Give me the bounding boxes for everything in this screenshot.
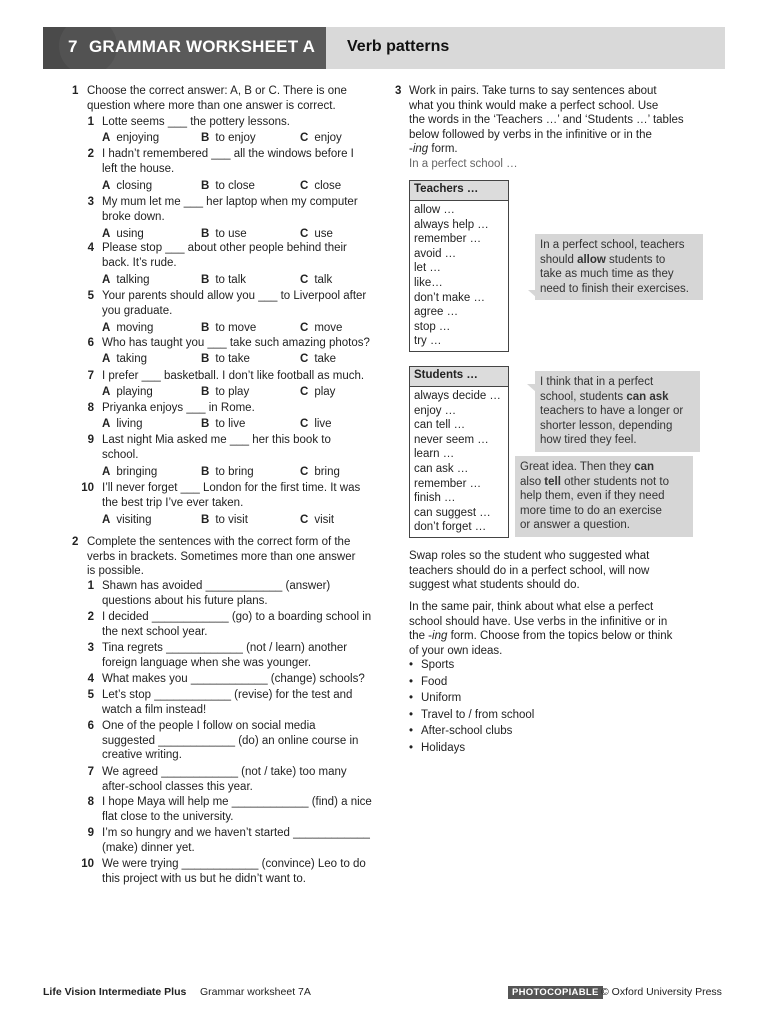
- item-number: 7: [87, 766, 94, 778]
- option-text: enjoying: [116, 132, 160, 144]
- option-c[interactable]: [300, 352, 336, 367]
- option-text: moving: [116, 322, 154, 334]
- teachers-table-row: let …: [414, 262, 441, 275]
- speech-bubble-tail: [678, 526, 688, 534]
- students-table-row: learn …: [414, 448, 455, 461]
- topics-list: [409, 657, 609, 756]
- option-c[interactable]: [300, 513, 334, 528]
- teachers-table-row: like…: [414, 276, 443, 289]
- item-text: questions about his future plans.: [102, 594, 268, 607]
- item-text: the next school year.: [102, 625, 208, 638]
- option-letter: B: [201, 466, 210, 478]
- option-b[interactable]: [201, 513, 248, 528]
- option-a[interactable]: [102, 179, 152, 194]
- item-text: I prefer ___ basketball. I don’t like football as much.: [102, 370, 365, 382]
- teachers-table-row: remember …: [414, 233, 482, 246]
- worksheet-title: GRAMMAR WORKSHEET A: [89, 37, 316, 56]
- option-b[interactable]: [201, 179, 255, 194]
- option-c[interactable]: [300, 321, 342, 336]
- swap-roles-text: Swap roles so the student who suggested what teachers should do in a perfect school, will now suggest what students should do.: [409, 550, 650, 591]
- instruction: below followed by verbs in the infinitive or in the: [409, 128, 652, 141]
- option-letter: A: [102, 228, 111, 240]
- option-text: using: [116, 228, 144, 240]
- item-text: the best trip I’ve ever taken.: [102, 496, 244, 509]
- item-text: I’m so hungry and we haven’t started ____________: [102, 827, 370, 839]
- option-letter: B: [201, 514, 210, 526]
- option-text: play: [314, 386, 336, 398]
- worksheet-subtitle: Verb patterns: [347, 38, 450, 55]
- option-letter: C: [300, 418, 309, 430]
- students-table-row: can tell …: [414, 419, 466, 432]
- item-text: after-school classes this year.: [102, 780, 253, 793]
- option-text: living: [116, 418, 143, 430]
- option-letter: C: [300, 386, 309, 398]
- item-number: 2: [87, 148, 94, 160]
- item-number: 1: [87, 580, 94, 592]
- option-letter: B: [201, 322, 210, 334]
- instruction: is possible.: [87, 565, 144, 577]
- option-a[interactable]: [102, 417, 143, 432]
- item-text: I hope Maya will help me ____________ (find) a nice: [102, 796, 372, 808]
- teachers-table-row: stop …: [414, 320, 451, 333]
- option-c[interactable]: [300, 179, 341, 194]
- question-number: 3: [395, 85, 402, 97]
- item-text: Priyanka enjoys ___ in Rome.: [102, 402, 255, 414]
- item-text: My mum let me ___ her laptop when my computer: [102, 196, 358, 208]
- students-table-row: never seem …: [414, 433, 489, 446]
- option-text: take: [314, 353, 337, 365]
- item-text: Please stop ___ about other people behind their: [102, 242, 347, 254]
- option-a[interactable]: [102, 352, 147, 367]
- speech-bubble-2: I think that in a perfect school, students can ask teachers to have a longer or shorter lesson, depending how tired they feel.: [535, 371, 700, 452]
- item-number: 9: [87, 434, 94, 446]
- students-table-header: Students …: [410, 367, 508, 387]
- item-number: 4: [87, 673, 94, 685]
- item-number: 10: [81, 482, 94, 494]
- option-text: use: [314, 228, 333, 240]
- speech-bubble-1: In a perfect school, teachers should allow students to take as much time as they need to finish their exercises.: [535, 234, 703, 300]
- option-c[interactable]: [300, 273, 332, 288]
- footer-book-title: Life Vision Intermediate Plus: [43, 986, 187, 998]
- instruction: verbs in brackets. Sometimes more than one answer: [87, 550, 356, 563]
- option-b[interactable]: [201, 227, 247, 242]
- option-a[interactable]: [102, 227, 144, 242]
- item-text: Who has taught you ___ take such amazing photos?: [102, 337, 370, 349]
- instruction: Choose the correct answer: A, B or C. There is one: [87, 85, 347, 97]
- option-text: closing: [116, 180, 153, 192]
- option-letter: C: [300, 466, 309, 478]
- item-number: 3: [87, 196, 94, 208]
- option-c[interactable]: [300, 417, 332, 432]
- option-text: to close: [215, 180, 255, 192]
- students-table-row: can suggest …: [414, 506, 491, 519]
- item-text: watch a film instead!: [102, 703, 207, 716]
- option-c[interactable]: [300, 465, 340, 480]
- option-letter: A: [102, 180, 111, 192]
- option-text: bringing: [116, 466, 158, 478]
- item-text: Tina regrets ____________ (not / learn) another: [102, 642, 348, 654]
- topic-list-item: • Travel to / from school: [409, 707, 609, 724]
- option-letter: C: [300, 132, 309, 144]
- option-text: to live: [215, 418, 246, 430]
- item-text: We were trying ____________ (convince) Leo to do: [102, 858, 366, 870]
- option-letter: C: [300, 228, 309, 240]
- option-letter: C: [300, 353, 309, 365]
- option-letter: A: [102, 418, 111, 430]
- question-number: 1: [72, 85, 79, 97]
- teachers-table: [409, 180, 509, 352]
- option-letter: B: [201, 180, 210, 192]
- prompt-text: In a perfect school …: [409, 157, 518, 170]
- option-text: talking: [116, 274, 150, 286]
- teachers-table-row: always help …: [414, 218, 489, 231]
- item-text: school.: [102, 448, 139, 461]
- item-text: broke down.: [102, 210, 165, 223]
- option-text: enjoy: [314, 132, 342, 144]
- option-letter: B: [201, 228, 210, 240]
- worksheet-header: [43, 27, 725, 69]
- instruction: the words in the ‘Teachers …’ and ‘Students …’ tables: [409, 114, 684, 126]
- topic-list-item: • After-school clubs: [409, 723, 609, 740]
- speech-bubble-3: Great idea. Then they can also tell other students not to help them, even if they need more time to do an exercise or answer a question.: [515, 456, 693, 537]
- item-text: this project with us but he didn’t want to.: [102, 872, 306, 885]
- option-b[interactable]: [201, 352, 250, 367]
- option-a[interactable]: [102, 273, 150, 288]
- option-a[interactable]: [102, 131, 159, 146]
- option-text: to use: [215, 228, 247, 240]
- option-text: bring: [314, 466, 340, 478]
- option-letter: A: [102, 274, 111, 286]
- item-number: 5: [87, 290, 94, 302]
- item-text: you graduate.: [102, 304, 173, 317]
- item-text: What makes you ____________ (change) schools?: [102, 673, 365, 685]
- footer-publisher: © Oxford University Press: [601, 986, 722, 998]
- students-table: [409, 366, 509, 538]
- teachers-table-row: don’t make …: [414, 291, 485, 304]
- teachers-table-row: avoid …: [414, 247, 457, 260]
- instruction: what you think would make a perfect school. Use: [409, 99, 659, 112]
- item-number: 8: [87, 796, 94, 808]
- item-number: 10: [81, 858, 94, 870]
- topic-list-item: • Sports: [409, 657, 609, 674]
- same-pair-text: In the same pair, think about what else a perfect school should have. Use verbs in the infinitive or in the -ing form. Choose from the topics below or think of your own ideas.: [409, 601, 673, 657]
- item-number: 2: [87, 611, 94, 623]
- option-letter: B: [201, 418, 210, 430]
- option-letter: A: [102, 466, 111, 478]
- instruction: -ing form.: [409, 143, 458, 155]
- option-text: to move: [215, 322, 257, 334]
- unit-number: 7: [68, 37, 78, 56]
- item-number: 6: [87, 720, 94, 732]
- item-number: 6: [87, 337, 94, 349]
- speech-bubble-tail: [528, 290, 537, 298]
- topic-list-item: • Food: [409, 674, 609, 691]
- item-text: I decided ____________ (go) to a boarding school in: [102, 611, 372, 623]
- teachers-table-row: agree …: [414, 306, 459, 319]
- option-letter: C: [300, 514, 309, 526]
- item-text: back. It’s rude.: [102, 256, 177, 269]
- students-table-row: always decide …: [414, 390, 501, 402]
- option-letter: C: [300, 274, 309, 286]
- option-text: taking: [116, 353, 147, 365]
- option-c[interactable]: [300, 227, 333, 242]
- students-table-row: finish …: [414, 492, 456, 505]
- teachers-table-header: Teachers …: [410, 181, 508, 201]
- option-b[interactable]: [201, 131, 256, 146]
- item-number: 8: [87, 402, 94, 414]
- students-table-row: can ask …: [414, 462, 469, 475]
- option-letter: A: [102, 514, 111, 526]
- option-text: visiting: [116, 514, 152, 526]
- footer-worksheet-name: Grammar worksheet 7A: [200, 986, 311, 998]
- option-text: to play: [215, 386, 250, 398]
- option-letter: A: [102, 353, 111, 365]
- option-text: live: [314, 418, 332, 430]
- option-letter: B: [201, 132, 210, 144]
- item-text: flat close to the university.: [102, 810, 234, 823]
- option-letter: B: [201, 386, 210, 398]
- option-text: to visit: [215, 514, 248, 526]
- teachers-table-row: try …: [414, 335, 442, 348]
- option-text: to enjoy: [215, 132, 256, 144]
- option-b[interactable]: [201, 465, 254, 480]
- option-letter: A: [102, 132, 111, 144]
- item-text: Lotte seems ___ the pottery lessons.: [102, 116, 290, 128]
- option-letter: A: [102, 386, 111, 398]
- item-number: 3: [87, 642, 94, 654]
- item-text: I hadn’t remembered ___ all the windows before I: [102, 148, 354, 160]
- option-b[interactable]: [201, 385, 249, 400]
- option-text: to bring: [215, 466, 254, 478]
- option-text: visit: [314, 514, 335, 526]
- option-text: move: [314, 322, 343, 334]
- option-text: to talk: [215, 274, 246, 286]
- item-text: One of the people I follow on social media: [102, 720, 316, 732]
- option-letter: B: [201, 353, 210, 365]
- option-text: playing: [116, 386, 153, 398]
- instruction: Complete the sentences with the correct form of the: [87, 536, 351, 548]
- option-a[interactable]: [102, 465, 157, 480]
- option-c[interactable]: [300, 131, 342, 146]
- option-letter: A: [102, 322, 111, 334]
- topic-list-item: • Uniform: [409, 690, 609, 707]
- option-text: to take: [215, 353, 250, 365]
- photocopiable-badge: PHOTOCOPIABLE: [508, 986, 603, 999]
- item-text: Your parents should allow you ___ to Liverpool after: [102, 290, 367, 302]
- item-text: I’ll never forget ___ London for the first time. It was: [102, 482, 361, 494]
- option-text: close: [314, 180, 342, 192]
- speech-bubble-tail: [527, 384, 536, 392]
- students-table-row: enjoy …: [414, 404, 457, 417]
- option-a[interactable]: [102, 513, 151, 528]
- item-text: Let’s stop ____________ (revise) for the test and: [102, 689, 353, 701]
- option-a[interactable]: [102, 385, 153, 400]
- item-text: Shawn has avoided ____________ (answer): [102, 580, 331, 592]
- option-text: talk: [314, 274, 333, 286]
- option-b[interactable]: [201, 273, 246, 288]
- option-c[interactable]: [300, 385, 335, 400]
- students-table-row: remember …: [414, 477, 482, 490]
- question-number: 2: [72, 536, 79, 548]
- item-text: We agreed ____________ (not / take) too many: [102, 766, 347, 778]
- instruction: question where more than one answer is correct.: [87, 99, 336, 112]
- item-text: suggested ____________ (do) an online course in: [102, 734, 359, 747]
- item-number: 4: [87, 242, 94, 254]
- item-text: foreign language when she was younger.: [102, 656, 312, 669]
- item-text: creative writing.: [102, 749, 182, 761]
- option-letter: C: [300, 180, 309, 192]
- teachers-table-row: allow …: [414, 204, 455, 216]
- item-text: left the house.: [102, 162, 175, 175]
- topic-list-item: • Holidays: [409, 740, 609, 757]
- students-table-row: don’t forget …: [414, 521, 487, 534]
- item-number: 9: [87, 827, 94, 839]
- item-number: 7: [87, 370, 94, 382]
- option-letter: C: [300, 322, 309, 334]
- option-b[interactable]: [201, 321, 256, 336]
- instruction: Work in pairs. Take turns to say sentences about: [409, 85, 657, 97]
- option-b[interactable]: [201, 417, 245, 432]
- item-text: Last night Mia asked me ___ her this book to: [102, 434, 331, 446]
- option-a[interactable]: [102, 321, 153, 336]
- item-number: 5: [87, 689, 94, 701]
- option-letter: B: [201, 274, 210, 286]
- header-title-band: [43, 27, 326, 69]
- item-number: 1: [87, 116, 94, 128]
- item-text: (make) dinner yet.: [102, 841, 195, 854]
